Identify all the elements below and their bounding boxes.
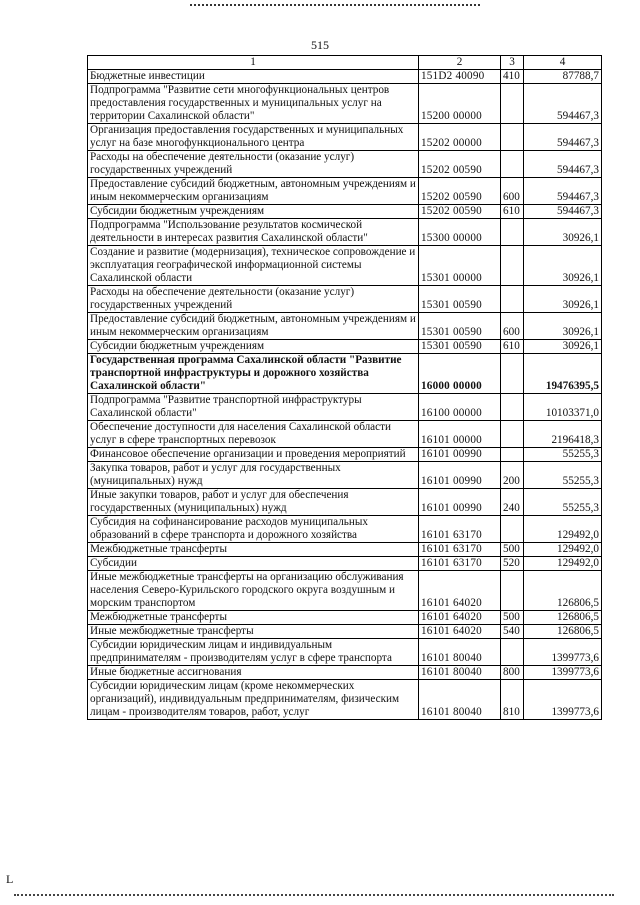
row-name: Предоставление субсидий бюджетным, автономным учреждениям и иным некоммерческим организациям: [88, 178, 419, 205]
row-expense-type: 410: [501, 70, 524, 84]
row-expense-type: 200: [501, 462, 524, 489]
row-expense-type: [501, 639, 524, 666]
row-expense-type: [501, 84, 524, 124]
row-expense-type: [501, 286, 524, 313]
table-row: [88, 571, 602, 611]
row-code: 16101 63170: [419, 557, 501, 571]
table-row: [88, 557, 602, 571]
row-expense-type: 600: [501, 313, 524, 340]
row-code: 16101 80040: [419, 680, 501, 720]
row-name: Расходы на обеспечение деятельности (оказание услуг) государственных учреждений: [88, 286, 419, 313]
table-row: [88, 680, 602, 720]
row-amount: 594467,3: [524, 205, 602, 219]
row-expense-type: 810: [501, 680, 524, 720]
row-code: 15202 00590: [419, 205, 501, 219]
row-name: Межбюджетные трансферты: [88, 611, 419, 625]
row-code: 16100 00000: [419, 394, 501, 421]
table-row: [88, 286, 602, 313]
row-expense-type: [501, 448, 524, 462]
row-name: Иные межбюджетные трансферты на организацию обслуживания населения Северо-Курильского городского округа воздушным и морским транспортом: [88, 571, 419, 611]
row-code: 16101 00000: [419, 421, 501, 448]
table-row: [88, 246, 602, 286]
row-amount: 55255,3: [524, 462, 602, 489]
row-name: Субсидии бюджетным учреждениям: [88, 205, 419, 219]
row-code: 15200 00000: [419, 84, 501, 124]
row-expense-type: [501, 516, 524, 543]
row-amount: 55255,3: [524, 448, 602, 462]
row-name: Иные межбюджетные трансферты: [88, 625, 419, 639]
header-col-4: 4: [524, 56, 602, 70]
row-code: 16000 00000: [419, 354, 501, 394]
header-col-2: 2: [419, 56, 501, 70]
table-row: [88, 219, 602, 246]
row-code: 16101 63170: [419, 543, 501, 557]
row-name: Предоставление субсидий бюджетным, автономным учреждениям и иным некоммерческим организациям: [88, 313, 419, 340]
row-name: Подпрограмма "Развитие сети многофункциональных центров предоставления государственных и муниципальных услуг на территории Сахалинской области": [88, 84, 419, 124]
row-amount: 594467,3: [524, 124, 602, 151]
table-row: [88, 489, 602, 516]
row-expense-type: 600: [501, 178, 524, 205]
table-body: [88, 70, 602, 720]
row-name: Обеспечение доступности для населения Сахалинской области услуг в сфере транспортных перевозок: [88, 421, 419, 448]
scan-corner-mark: L: [6, 872, 14, 886]
row-name: Иные бюджетные ассигнования: [88, 666, 419, 680]
table-row: [88, 340, 602, 354]
row-amount: 126806,5: [524, 571, 602, 611]
row-code: 15202 00590: [419, 151, 501, 178]
row-amount: 1399773,6: [524, 666, 602, 680]
row-expense-type: 520: [501, 557, 524, 571]
row-code: 16101 63170: [419, 516, 501, 543]
table-row: [88, 639, 602, 666]
row-code: 16101 64020: [419, 625, 501, 639]
row-code: 16101 64020: [419, 571, 501, 611]
row-amount: 10103371,0: [524, 394, 602, 421]
row-name: Подпрограмма "Развитие транспортной инфраструктуры Сахалинской области": [88, 394, 419, 421]
row-expense-type: [501, 246, 524, 286]
row-name: Финансовое обеспечение организации и проведения мероприятий: [88, 448, 419, 462]
row-name: Субсидия на софинансирование расходов муниципальных образований в сфере транспорта и дорожного хозяйства: [88, 516, 419, 543]
row-amount: 594467,3: [524, 84, 602, 124]
row-expense-type: [501, 394, 524, 421]
table-row: [88, 124, 602, 151]
row-amount: 55255,3: [524, 489, 602, 516]
row-amount: 1399773,6: [524, 639, 602, 666]
row-amount: 126806,5: [524, 625, 602, 639]
row-code: 15202 00590: [419, 178, 501, 205]
row-name: Закупка товаров, работ и услуг для государственных (муниципальных) нужд: [88, 462, 419, 489]
row-expense-type: 240: [501, 489, 524, 516]
table-row: [88, 178, 602, 205]
row-expense-type: 500: [501, 611, 524, 625]
row-expense-type: [501, 421, 524, 448]
row-amount: 129492,0: [524, 543, 602, 557]
header-col-1: 1: [88, 56, 419, 70]
row-code: 16101 00990: [419, 462, 501, 489]
row-amount: 2196418,3: [524, 421, 602, 448]
row-amount: 30926,1: [524, 340, 602, 354]
row-code: 16101 80040: [419, 639, 501, 666]
row-amount: 30926,1: [524, 286, 602, 313]
table-row: [88, 462, 602, 489]
row-code: 15202 00000: [419, 124, 501, 151]
row-amount: 129492,0: [524, 557, 602, 571]
row-amount: 594467,3: [524, 151, 602, 178]
table-row: [88, 205, 602, 219]
row-expense-type: 610: [501, 205, 524, 219]
table-row: [88, 84, 602, 124]
table-row: [88, 421, 602, 448]
row-amount: 87788,7: [524, 70, 602, 84]
row-name: Бюджетные инвестиции: [88, 70, 419, 84]
row-name: Субсидии бюджетным учреждениям: [88, 340, 419, 354]
row-name: Субсидии юридическим лицам и индивидуальным предпринимателям - производителям услуг в сфере транспорта: [88, 639, 419, 666]
row-code: 15300 00000: [419, 219, 501, 246]
row-expense-type: [501, 354, 524, 394]
row-amount: 594467,3: [524, 178, 602, 205]
row-expense-type: [501, 219, 524, 246]
table-row: [88, 516, 602, 543]
table-row: [88, 151, 602, 178]
scan-top-edge: [0, 0, 640, 14]
row-name: Организация предоставления государственных и муниципальных услуг на базе многофункционального центра: [88, 124, 419, 151]
table-header: [88, 56, 602, 70]
row-code: 15301 00590: [419, 340, 501, 354]
row-expense-type: 610: [501, 340, 524, 354]
row-code: 15301 00590: [419, 286, 501, 313]
row-code: 16101 00990: [419, 448, 501, 462]
row-amount: 129492,0: [524, 516, 602, 543]
table-row: [88, 70, 602, 84]
row-expense-type: 540: [501, 625, 524, 639]
row-amount: 1399773,6: [524, 680, 602, 720]
row-amount: 30926,1: [524, 313, 602, 340]
table-row: [88, 448, 602, 462]
table-row: [88, 543, 602, 557]
row-name: Иные закупки товаров, работ и услуг для обеспечения государственных (муниципальных) нужд: [88, 489, 419, 516]
row-amount: 19476395,5: [524, 354, 602, 394]
row-expense-type: 500: [501, 543, 524, 557]
row-expense-type: [501, 124, 524, 151]
row-expense-type: [501, 571, 524, 611]
row-name: Государственная программа Сахалинской области "Развитие транспортной инфраструктуры и дорожного хозяйства Сахалинской области": [88, 354, 419, 394]
table-row: [88, 394, 602, 421]
table-row: [88, 625, 602, 639]
row-amount: 30926,1: [524, 246, 602, 286]
row-expense-type: 800: [501, 666, 524, 680]
row-name: Субсидии: [88, 557, 419, 571]
row-code: 16101 80040: [419, 666, 501, 680]
row-code: 151D2 40090: [419, 70, 501, 84]
header-col-3: 3: [501, 56, 524, 70]
row-name: Субсидии юридическим лицам (кроме некоммерческих организаций), индивидуальным предпринимателям, физическим лицам - производителям товаров, работ, услуг: [88, 680, 419, 720]
table-row: [88, 611, 602, 625]
row-name: Подпрограмма "Использование результатов космической деятельности в интересах развития Сахалинской области": [88, 219, 419, 246]
table-row: [88, 666, 602, 680]
row-name: Межбюджетные трансферты: [88, 543, 419, 557]
row-name: Расходы на обеспечение деятельности (оказание услуг) государственных учреждений: [88, 151, 419, 178]
header-row: [88, 56, 602, 70]
page-number: 515: [311, 38, 329, 52]
row-amount: 30926,1: [524, 219, 602, 246]
row-code: 16101 64020: [419, 611, 501, 625]
row-code: 16101 00990: [419, 489, 501, 516]
row-code: 15301 00590: [419, 313, 501, 340]
row-amount: 126806,5: [524, 611, 602, 625]
table-row: [88, 313, 602, 340]
budget-table: [87, 55, 602, 720]
row-code: 15301 00000: [419, 246, 501, 286]
row-name: Создание и развитие (модернизация), техническое сопровождение и эксплуатация географической информационной системы Сахалинской области: [88, 246, 419, 286]
row-expense-type: [501, 151, 524, 178]
scan-bottom-edge: [0, 882, 640, 904]
table-row: [88, 354, 602, 394]
